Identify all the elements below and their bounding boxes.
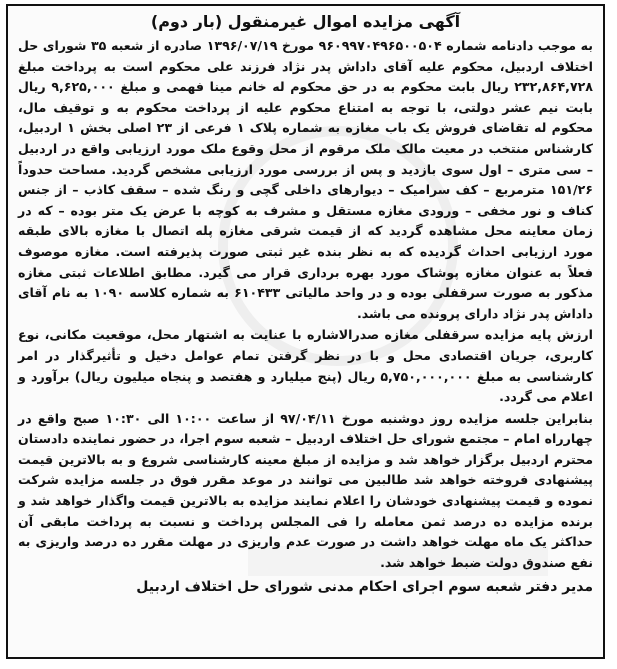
notice-signature: مدیر دفتر شعبه سوم اجرای احکام مدنی شورای حل اختلاف اردبیل <box>136 579 593 596</box>
notice-paragraph-judgment: به موجب دادنامه شماره ۹۶۰۹۹۷۰۴۹۶۵۰۰۵۰۴ مورخ ۱۳۹۶/۰۷/۱۹ صادره از شعبه ۳۵ شورای حل اختلاف اردبیل، محکوم علیه آقای داداش پدر نژاد فرزند علی محکوم است به پرداخت مبلغ ۲۳۲,۸۶۴,۷۲۸ ریال بابت محکوم به در حق محکوم له خانم مینا فهمی و مبلغ ۹,۶۲۵,۰۰۰ ریال بابت نیم عشر دولتی، با توجه به امتناع محکوم علیه از پرداخت محکوم به و توقیف مال، محکوم له تقاضای فروش یک باب مغازه به شماره پلاک ۱ فرعی از ۲۳ اصلی بخش ۱ اردبیل، کارشناس منتخب در معیت مالک ملک مرقوم از محل وقوع ملک مورد ارزیابی واقع در اردبیل – سی متری – اول سوی بازدید و پس از بررسی مورد ارزیابی مشخص گردید. مساحت حدوداً ۱۵۱/۲۶ مترمربع – کف سرامیک – دیوارهای داخلی گچی و رنگ شده – سقف کاذب – از جنس کناف و نور مخفی – ورودی مغازه مستقل و مشرف به کوچه با عرض یک متر بوده – که در زمان معاینه محل مشاهده گردید که از قیمت شرقی مغازه پله اتصال با مغازه بالای طبقه مورد ارزیابی احداث گردیده که به نظر بنده غیر ثبتی صورت پذیرفته است. مغازه موصوف فعلاً به عنوان مغازه پوشاک مورد بهره برداری قرار می گیرد. مطابق اطلاعات ثبتی مغازه مذکور به صورت سرقفلی بوده و در واحد مالیاتی ۶۱۰۴۳۳ به شماره کلاسه ۱۰۹۰ به نام آقای داداش پدر نژاد دارای پرونده می باشد. <box>18 38 593 321</box>
auction-notice <box>6 4 605 659</box>
notice-paragraph-valuation: ارزش پایه مزایده سرقفلی مغازه صدرالاشاره با عنایت به اشتهار محل، موقعیت مکانی، نوع کاربری، جریان اقتصادی محل و با در نظر گرفتن تمام عوامل دخیل و تأثیرگذار در امر کارشناسی به مبلغ ۵,۷۵۰,۰۰۰,۰۰۰ ریال (پنج میلیارد و هفتصد و پنجاه میلیون ریال) برآورد و اعلام می گردد. <box>18 327 593 405</box>
notice-title: آگهی مزایده اموال غیرمنقول (بار دوم) <box>150 12 461 31</box>
notice-paragraph-session: بنابراین جلسه مزایده روز دوشنبه مورخ ۹۷/۰۴/۱۱ از ساعت ۱۰:۰۰ الی ۱۰:۳۰ صبح واقع در چهارراه امام – مجتمع شورای حل اختلاف اردبیل – شعبه سوم اجرا، در حضور نماینده دادستان محترم اردبیل برگزار خواهد شد و مزایده از مبلغ معینه کارشناسی شروع و به بالاترین قیمت پیشنهادی فروخته خواهد شد طالبین می توانند در موعد مقرر فوق در جلسه مزایده شرکت نموده و قیمت پیشنهادی خودشان را اعلام نمایند مزایده به بالاترین قیمت واگذار خواهد شد و برنده مزایده ده درصد ثمن معامله را فی المجلس پرداخت و نسبت به پرداخت مابقی آن حداکثر یک ماه مهلت خواهد داشت در صورت عدم واریزی در مهلت مقرر ده درصد واریزی به نفع صندوق دولت ضبط خواهد شد. <box>18 410 593 570</box>
